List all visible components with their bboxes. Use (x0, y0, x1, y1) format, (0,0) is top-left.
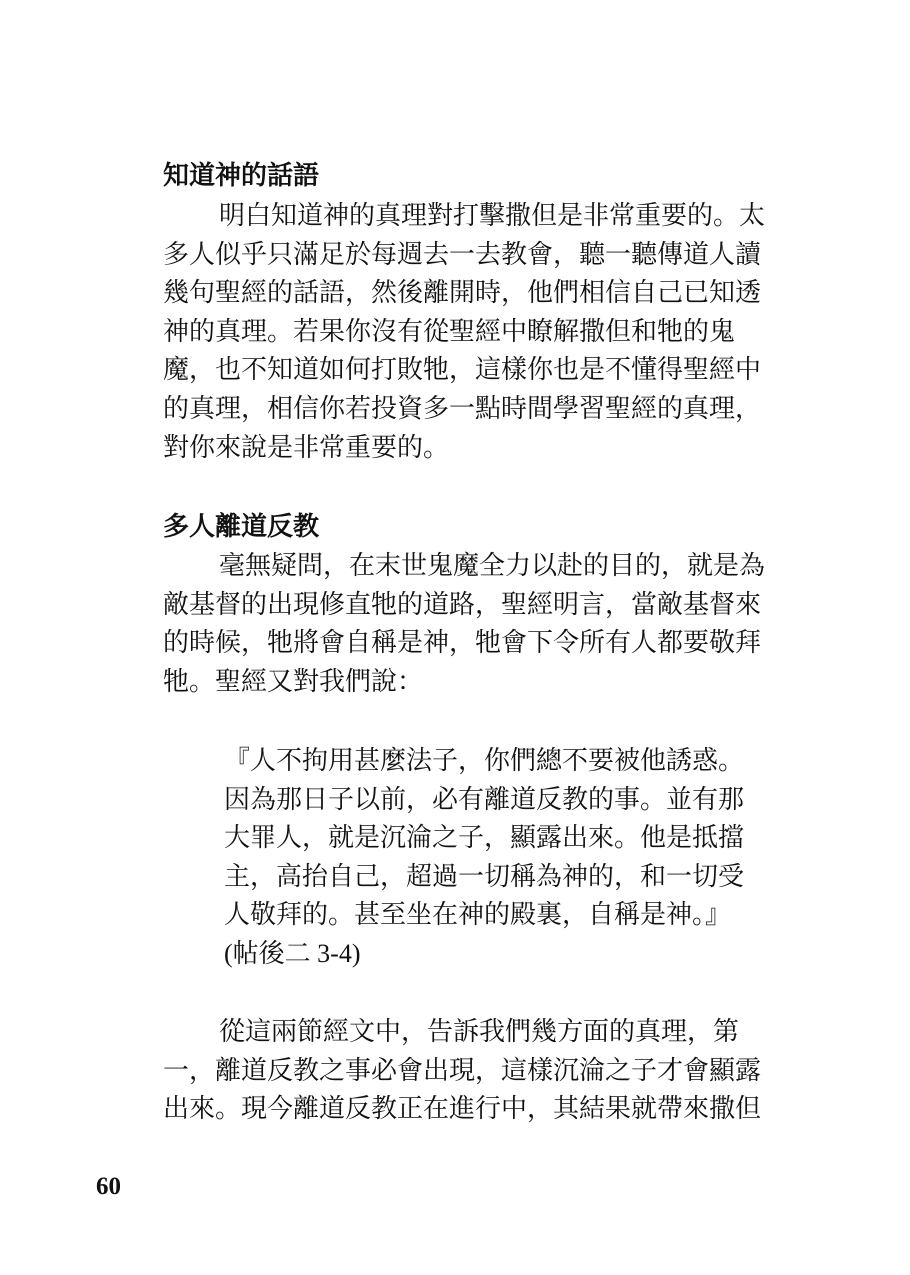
page-number: 60 (96, 1173, 121, 1200)
paragraph-line: 神的真理。若果你沒有從聖經中瞭解撒但和牠的鬼 (163, 316, 736, 347)
quote-line: 人敬拜的。甚至坐在神的殿裏，自稱是神。』 (224, 900, 732, 931)
section-heading-know-gods-word: 知道神的話語 (163, 161, 320, 191)
paragraph-line: 幾句聖經的話語，然後離開時，他們相信自己已知透 (163, 278, 762, 309)
section-heading-apostasy: 多人離道反教 (163, 512, 320, 542)
quote-line: 『人不拘用甚麼法子，你們總不要被他誘惑。 (224, 746, 745, 776)
paragraph-apostasy (163, 547, 766, 701)
quote-line: 大罪人，就是沉淪之子，顯露出來。他是抵擋 (224, 823, 745, 854)
quote-line: 因為那日子以前，必有離道反教的事。並有那 (224, 784, 745, 815)
paragraph-line: 出來。現今離道反教正在進行中，其結果就帶來撒但 (163, 1094, 762, 1125)
paragraph-line: 敵基督的出現修直牠的道路，聖經明言，當敵基督來 (163, 589, 762, 620)
paragraph-line: 多人似乎只滿足於每週去一去教會，聽一聽傳道人讀 (163, 239, 762, 270)
paragraph-line: 毫無疑問，在末世鬼魔全力以赴的目的，就是為 (219, 551, 766, 581)
paragraph-line: 一，離道反教之事必會出現，這樣沉淪之子才會顯露 (163, 1055, 762, 1086)
scripture-quote (224, 742, 754, 974)
paragraph-line: 牠。聖經又對我們說： (163, 666, 424, 697)
quote-line: 主，高抬自己，超過一切稱為神的，和一切受 (224, 861, 745, 892)
paragraph-line: 的真理，相信你若投資多一點時間學習聖經的真理， (163, 393, 762, 424)
paragraph-line: 對你來說是非常重要的。 (163, 432, 450, 463)
paragraph-know-gods-word (163, 197, 766, 467)
paragraph-truths (163, 1013, 762, 1129)
paragraph-line: 的時候，牠將會自稱是神，牠會下令所有人都要敬拜 (163, 628, 762, 659)
paragraph-line: 從這兩節經文中，告訴我們幾方面的真理，第 (219, 1017, 740, 1047)
scripture-reference: (帖後二 3-4) (224, 938, 361, 968)
paragraph-line: 魔，也不知道如何打敗牠，這樣你也是不懂得聖經中 (163, 355, 762, 386)
paragraph-line: 明白知道神的真理對打擊撒但是非常重要的。太 (219, 201, 766, 231)
